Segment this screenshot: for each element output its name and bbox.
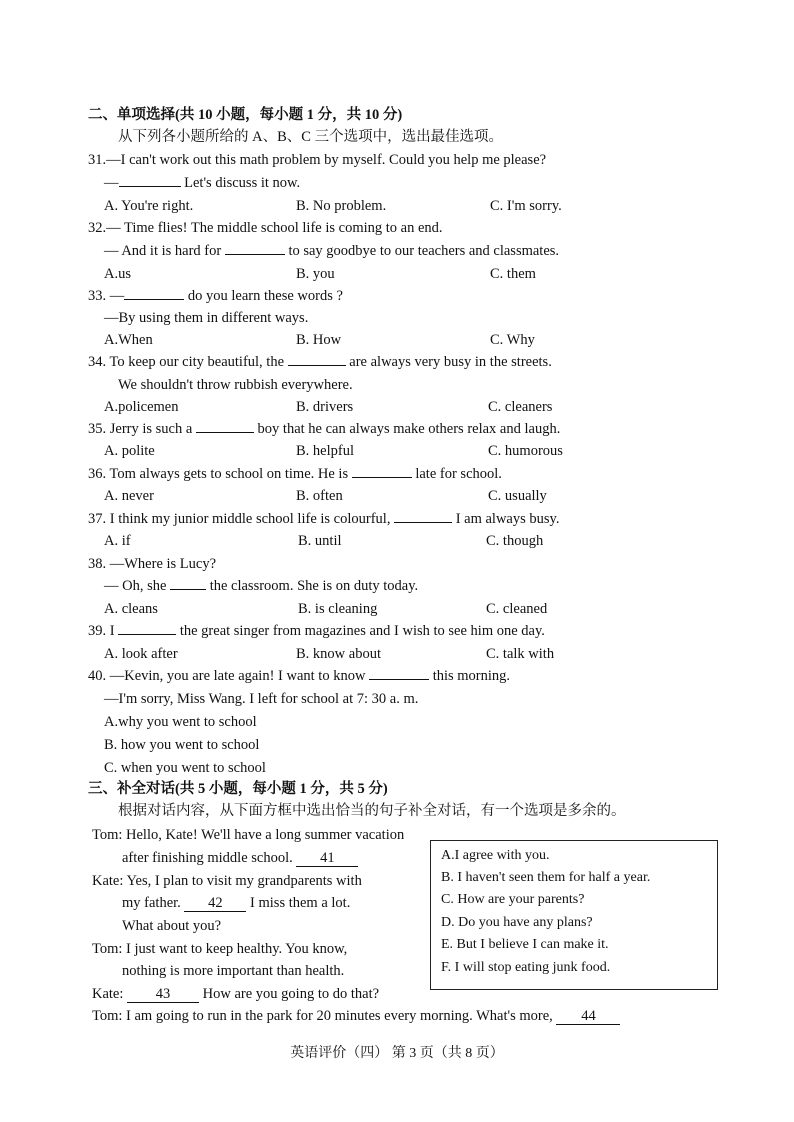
q35-text-b: boy that he can always make others relax and laugh. [257, 421, 561, 437]
q35-blank [196, 420, 254, 433]
q37-text-b: I am always busy. [455, 511, 560, 527]
dialogue-text: How are you going to do that? [202, 986, 380, 1002]
q36-blank [352, 465, 412, 478]
blank-42: 42 [184, 895, 246, 912]
box-option-f: F. I will stop eating junk food. [441, 960, 611, 975]
dialogue-line9 [92, 1007, 620, 1025]
box-option-d: D. Do you have any plans? [441, 915, 593, 930]
q39-text-a: 39. I [88, 623, 115, 639]
dialogue-text: Kate: [92, 986, 124, 1002]
dialogue-text: Tom: I am going to run in the park for 20 minutes every morning. What's more, [92, 1008, 553, 1024]
q36-line1 [88, 465, 502, 483]
q38-blank [170, 577, 206, 590]
q40-blank [369, 667, 429, 680]
q39-text-b: the great singer from magazines and I wish to see him one day. [179, 623, 545, 639]
q38-option-a: A. cleans [104, 601, 158, 617]
q33-line2: —By using them in different ways. [104, 310, 309, 326]
section3-title: 三、补全对话(共 5 小题，每小题 1 分，共 5 分) [88, 781, 388, 797]
q32-text-a: — And it is hard for [104, 243, 222, 259]
q37-blank [394, 510, 452, 523]
dialogue-line6: Tom: I just want to keep healthy. You know, [92, 941, 348, 957]
q33-text-a: 33. — [88, 288, 125, 304]
q38-line2 [104, 577, 418, 595]
q31-blank [119, 174, 181, 187]
q39-blank [118, 622, 176, 635]
dialogue-line7: nothing is more important than health. [122, 963, 345, 979]
q35-option-a: A. polite [104, 443, 155, 459]
box-option-b: B. I haven't seen them for half a year. [441, 870, 651, 885]
q32-option-a: A.us [104, 266, 131, 282]
blank-41: 41 [296, 850, 358, 867]
q31-line2 [104, 174, 300, 192]
q33-option-a: A.When [104, 332, 153, 348]
q32-line1: 32.— Time flies! The middle school life is coming to an end. [88, 220, 443, 236]
q34-option-b: B. drivers [296, 399, 354, 415]
q34-option-a: A.policemen [104, 399, 179, 415]
q32-line2 [104, 242, 559, 260]
q37-line1 [88, 510, 559, 528]
options-box [430, 840, 718, 990]
q40-text-a: 40. —Kevin, you are late again! I want to know [88, 668, 366, 684]
dialogue-text: my father. [122, 895, 181, 911]
q35-text-a: 35. Jerry is such a [88, 421, 193, 437]
q39-line1 [88, 622, 545, 640]
q33-option-c: C. Why [490, 332, 535, 348]
section2-instruction: 从下列各小题所给的 A、B、C 三个选项中，选出最佳选项。 [118, 129, 504, 145]
q34-option-c: C. cleaners [488, 399, 553, 415]
q31-option-c: C. I'm sorry. [490, 198, 562, 214]
q36-text-b: late for school. [415, 466, 502, 482]
box-option-a: A.I agree with you. [441, 848, 550, 863]
q38-line1: 38. —Where is Lucy? [88, 556, 217, 572]
dialogue-line5: What about you? [122, 918, 222, 934]
q37-option-c: C. though [486, 533, 544, 549]
q39-option-b: B. know about [296, 646, 381, 662]
q32-text-b: to say goodbye to our teachers and classmates. [288, 243, 560, 259]
q34-blank [288, 353, 346, 366]
dialogue-text: I miss them a lot. [250, 895, 351, 911]
dialogue-line4 [122, 894, 350, 912]
dialogue-text: after finishing middle school. [122, 850, 293, 866]
section3-instruction: 根据对话内容，从下面方框中选出恰当的句子补全对话，有一个选项是多余的。 [118, 803, 626, 819]
q35-option-c: C. humorous [488, 443, 563, 459]
q31-text: Let's discuss it now. [184, 175, 301, 191]
q38-option-b: B. is cleaning [298, 601, 378, 617]
q38-option-c: C. cleaned [486, 601, 548, 617]
q31-dash: — [104, 175, 119, 191]
q38-text-a: — Oh, she [104, 578, 167, 594]
q40-option-a: A.why you went to school [104, 714, 257, 730]
q35-line1 [88, 420, 560, 438]
dialogue-line3: Kate: Yes, I plan to visit my grandparents with [92, 873, 362, 889]
q36-option-a: A. never [104, 488, 154, 504]
q31-line1: 31.—I can't work out this math problem by myself. Could you help me please? [88, 152, 547, 168]
q40-text-b: this morning. [432, 668, 511, 684]
q34-text-a: 34. To keep our city beautiful, the [88, 354, 285, 370]
dialogue-line2 [122, 849, 358, 867]
q32-option-c: C. them [490, 266, 536, 282]
q36-option-c: C. usually [488, 488, 547, 504]
q33-option-b: B. How [296, 332, 342, 348]
q33-line1 [88, 287, 343, 305]
q40-line2: —I'm sorry, Miss Wang. I left for school at 7: 30 a. m. [104, 691, 419, 707]
blank-44: 44 [556, 1008, 620, 1025]
q33-blank [124, 287, 184, 300]
q37-option-b: B. until [298, 533, 342, 549]
section2-title: 二、单项选择(共 10 小题，每小题 1 分，共 10 分) [88, 107, 403, 123]
q38-text-b: the classroom. She is on duty today. [209, 578, 419, 594]
q31-option-a: A. You're right. [104, 198, 194, 214]
q34-line1 [88, 353, 552, 371]
q40-option-b: B. how you went to school [104, 737, 260, 753]
dialogue-line1: Tom: Hello, Kate! We'll have a long summer vacation [92, 827, 405, 843]
q32-option-b: B. you [296, 266, 335, 282]
q37-option-a: A. if [104, 533, 131, 549]
q33-text-b: do you learn these words ? [187, 288, 343, 304]
q36-text-a: 36. Tom always gets to school on time. He is [88, 466, 349, 482]
q36-option-b: B. often [296, 488, 343, 504]
q35-option-b: B. helpful [296, 443, 354, 459]
q40-line1 [88, 667, 510, 685]
q40-option-c: C. when you went to school [104, 760, 266, 776]
box-option-c: C. How are your parents? [441, 892, 585, 907]
q32-blank [225, 242, 285, 255]
q31-option-b: B. No problem. [296, 198, 387, 214]
box-option-e: E. But I believe I can make it. [441, 937, 609, 952]
q39-option-a: A. look after [104, 646, 178, 662]
q39-option-c: C. talk with [486, 646, 555, 662]
q34-text-b: are always very busy in the streets. [349, 354, 552, 370]
q37-text-a: 37. I think my junior middle school life is colourful, [88, 511, 391, 527]
dialogue-line8 [92, 985, 379, 1003]
blank-43: 43 [127, 986, 199, 1003]
q34-line2: We shouldn't throw rubbish everywhere. [118, 377, 353, 393]
page-footer: 英语评价（四） 第 3 页（共 8 页） [290, 1046, 504, 1061]
